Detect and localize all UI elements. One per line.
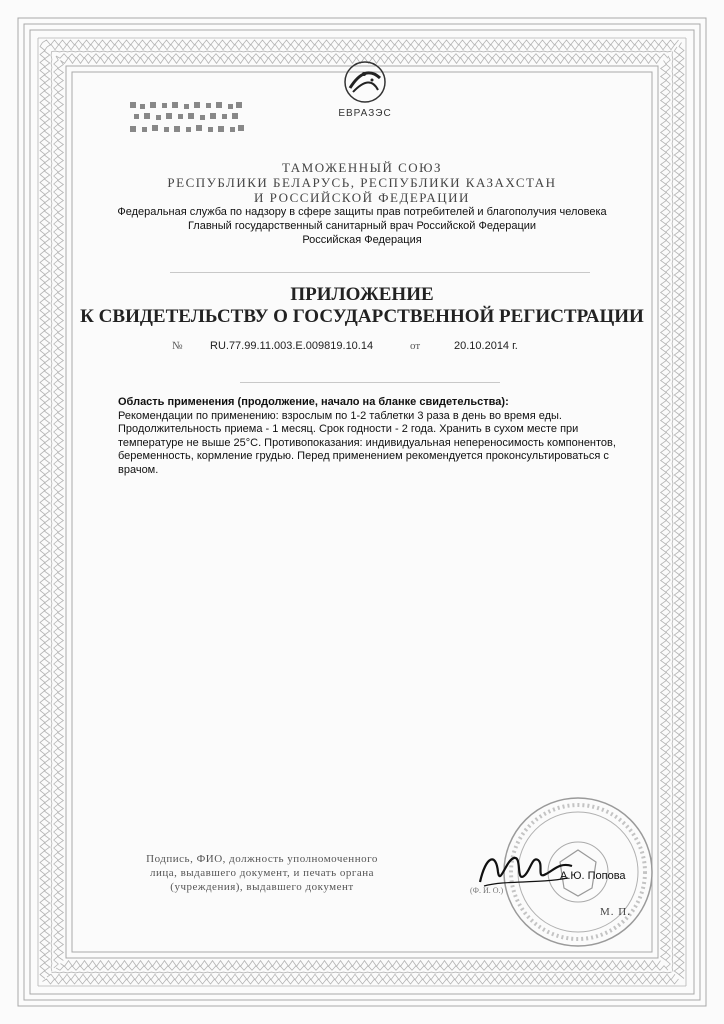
faint-rule-mid xyxy=(240,382,500,383)
usage-heading: Область применения (продолжение, начало на бланке свидетельства): xyxy=(118,396,509,408)
registration-number: RU.77.99.11.003.Е.009819.10.14 xyxy=(210,340,374,352)
handwritten-signature xyxy=(476,846,576,890)
usage-section xyxy=(118,396,618,477)
agency-line3: Российская Федерация xyxy=(302,234,422,246)
signature-caption-line2: лица, выдавшего документ, и печать органа xyxy=(149,867,375,879)
eurasec-logo xyxy=(320,60,410,130)
border-wave xyxy=(52,51,672,52)
usage-paragraph: Рекомендации по применению: взрослым по 1-2 таблетки 3 раза в день во время еды. Продолжительность приема - 1 месяц. Срок годности - 2 года. Хранить в сухом месте при температуре не выше 25°С. Противопоказания: индивидуальная непереносимость компонентов, беременность, кормление грудью. Перед применением рекомендуется проконсультироваться с врачом. xyxy=(118,409,616,476)
border-wave xyxy=(47,974,675,979)
agency-line1: Федеральная служба по надзору в сфере защиты прав потребителей и благополучия человека xyxy=(117,206,607,218)
signature-caption xyxy=(112,852,412,894)
border-wave xyxy=(61,961,661,967)
stamp-place-label: М. П. xyxy=(600,906,631,918)
date-prefix: от xyxy=(410,340,421,352)
appendix-title: ПРИЛОЖЕНИЕ xyxy=(290,284,434,305)
border-wave xyxy=(56,54,668,59)
union-title-line3: И РОССИЙСКОЙ ФЕДЕРАЦИИ xyxy=(254,190,470,205)
border-wave xyxy=(52,972,672,973)
signer-name: А.Ю. Попова xyxy=(560,870,626,882)
signature-caption-line3: (учреждения), выдавшего документ xyxy=(170,881,354,893)
union-title-line1: ТАМОЖЕННЫЙ СОЮЗ xyxy=(281,160,443,175)
union-title-line2: РЕСПУБЛИКИ БЕЛАРУСЬ, РЕСПУБЛИКИ КАЗАХСТАН xyxy=(167,175,557,190)
agency-line2: Главный государственный санитарный врач Российской Федерации xyxy=(187,220,537,232)
fio-label: (Ф. И. О.) xyxy=(470,886,504,895)
logo-caption: ЕВРАЗЭС xyxy=(338,108,392,119)
faint-rule-top xyxy=(170,272,590,273)
security-pattern-block xyxy=(128,100,248,138)
signature-caption-line1: Подпись, ФИО, должность уполномоченного xyxy=(146,853,378,865)
border-wave xyxy=(43,40,679,45)
registration-date: 20.10.2014 г. xyxy=(454,340,518,352)
appendix-subtitle: К СВИДЕТЕЛЬСТВУ О ГОСУДАРСТВЕННОЙ РЕГИСТРАЦИИ xyxy=(80,306,644,327)
number-sign: № xyxy=(172,340,183,352)
border-wave xyxy=(47,44,675,49)
